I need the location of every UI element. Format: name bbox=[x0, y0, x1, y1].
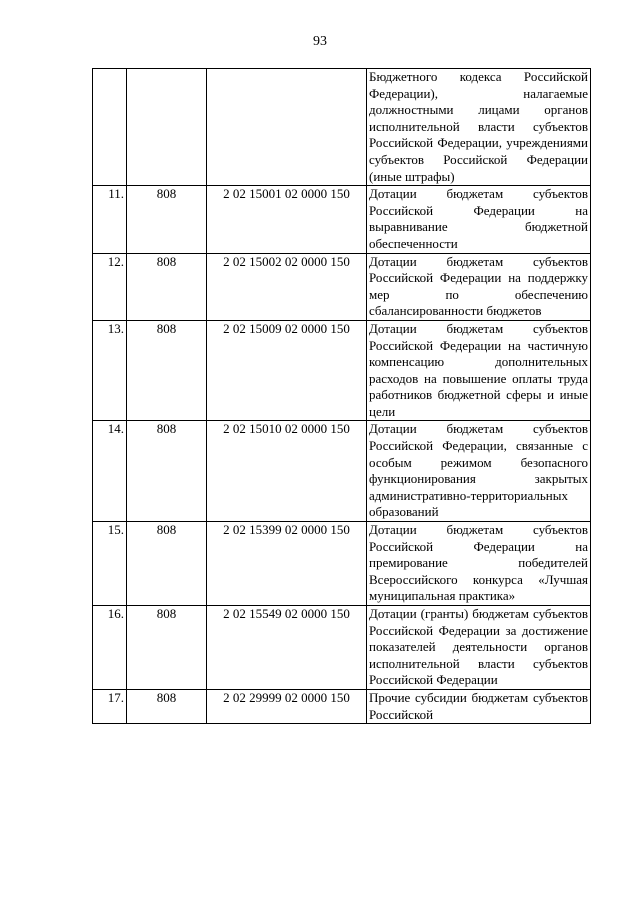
row-number-cell: 17. bbox=[93, 689, 127, 723]
budget-classification-code-cell: 2 02 15001 02 0000 150 bbox=[207, 186, 367, 253]
table-row bbox=[93, 253, 591, 320]
revenue-description-cell: Дотации бюджетам субъектов Российской Федерации на выравнивание бюджетной обеспеченности bbox=[367, 186, 591, 253]
row-number-cell: 14. bbox=[93, 421, 127, 522]
budget-classification-code-cell: 2 02 15010 02 0000 150 bbox=[207, 421, 367, 522]
budget-classification-code-cell: 2 02 15399 02 0000 150 bbox=[207, 522, 367, 606]
row-number-cell: 12. bbox=[93, 253, 127, 320]
admin-code-cell: 808 bbox=[127, 606, 207, 690]
row-number-cell: 13. bbox=[93, 320, 127, 421]
admin-code-cell: 808 bbox=[127, 689, 207, 723]
revenue-description-cell: Дотации бюджетам субъектов Российской Федерации на премирование победителей Всероссийского конкурса «Лучшая муниципальная практика» bbox=[367, 522, 591, 606]
table-row bbox=[93, 421, 591, 522]
admin-code-cell: 808 bbox=[127, 186, 207, 253]
table-row bbox=[93, 69, 591, 186]
budget-classification-code-cell: 2 02 15009 02 0000 150 bbox=[207, 320, 367, 421]
admin-code-cell: 808 bbox=[127, 253, 207, 320]
table-row bbox=[93, 522, 591, 606]
admin-code-cell: 808 bbox=[127, 421, 207, 522]
row-number-cell: 16. bbox=[93, 606, 127, 690]
revenue-description-cell: Прочие субсидии бюджетам субъектов Российской bbox=[367, 689, 591, 723]
admin-code-cell: 808 bbox=[127, 320, 207, 421]
row-number-cell: 15. bbox=[93, 522, 127, 606]
row-number-cell bbox=[93, 69, 127, 186]
table-row bbox=[93, 606, 591, 690]
budget-classification-code-cell: 2 02 29999 02 0000 150 bbox=[207, 689, 367, 723]
admin-code-cell: 808 bbox=[127, 522, 207, 606]
budget-classification-code-cell: 2 02 15002 02 0000 150 bbox=[207, 253, 367, 320]
table-row bbox=[93, 186, 591, 253]
budget-revenue-table bbox=[92, 68, 591, 724]
row-number-cell: 11. bbox=[93, 186, 127, 253]
revenue-description-cell: Дотации бюджетам субъектов Российской Федерации, связанные с особым режимом безопасного функционирования закрытых административно-территориальных образований bbox=[367, 421, 591, 522]
revenue-description-cell: Дотации бюджетам субъектов Российской Федерации на поддержку мер по обеспечению сбалансированности бюджетов bbox=[367, 253, 591, 320]
page-number: 93 bbox=[313, 34, 327, 49]
table-body bbox=[93, 69, 591, 724]
table-row bbox=[93, 320, 591, 421]
budget-classification-code-cell: 2 02 15549 02 0000 150 bbox=[207, 606, 367, 690]
revenue-description-cell: Дотации бюджетам субъектов Российской Федерации на частичную компенсацию дополнительных расходов на повышение оплаты труда работников бюджетной сферы и иные цели bbox=[367, 320, 591, 421]
table-row bbox=[93, 689, 591, 723]
budget-classification-code-cell bbox=[207, 69, 367, 186]
revenue-description-cell: Бюджетного кодекса Российской Федерации), налагаемые должностными лицами органов исполнительной власти субъектов Российской Федерации, учреждениями субъектов Российской Федерации (иные штрафы) bbox=[367, 69, 591, 186]
admin-code-cell bbox=[127, 69, 207, 186]
revenue-description-cell: Дотации (гранты) бюджетам субъектов Российской Федерации за достижение показателей деятельности органов исполнительной власти субъектов Российской Федерации bbox=[367, 606, 591, 690]
